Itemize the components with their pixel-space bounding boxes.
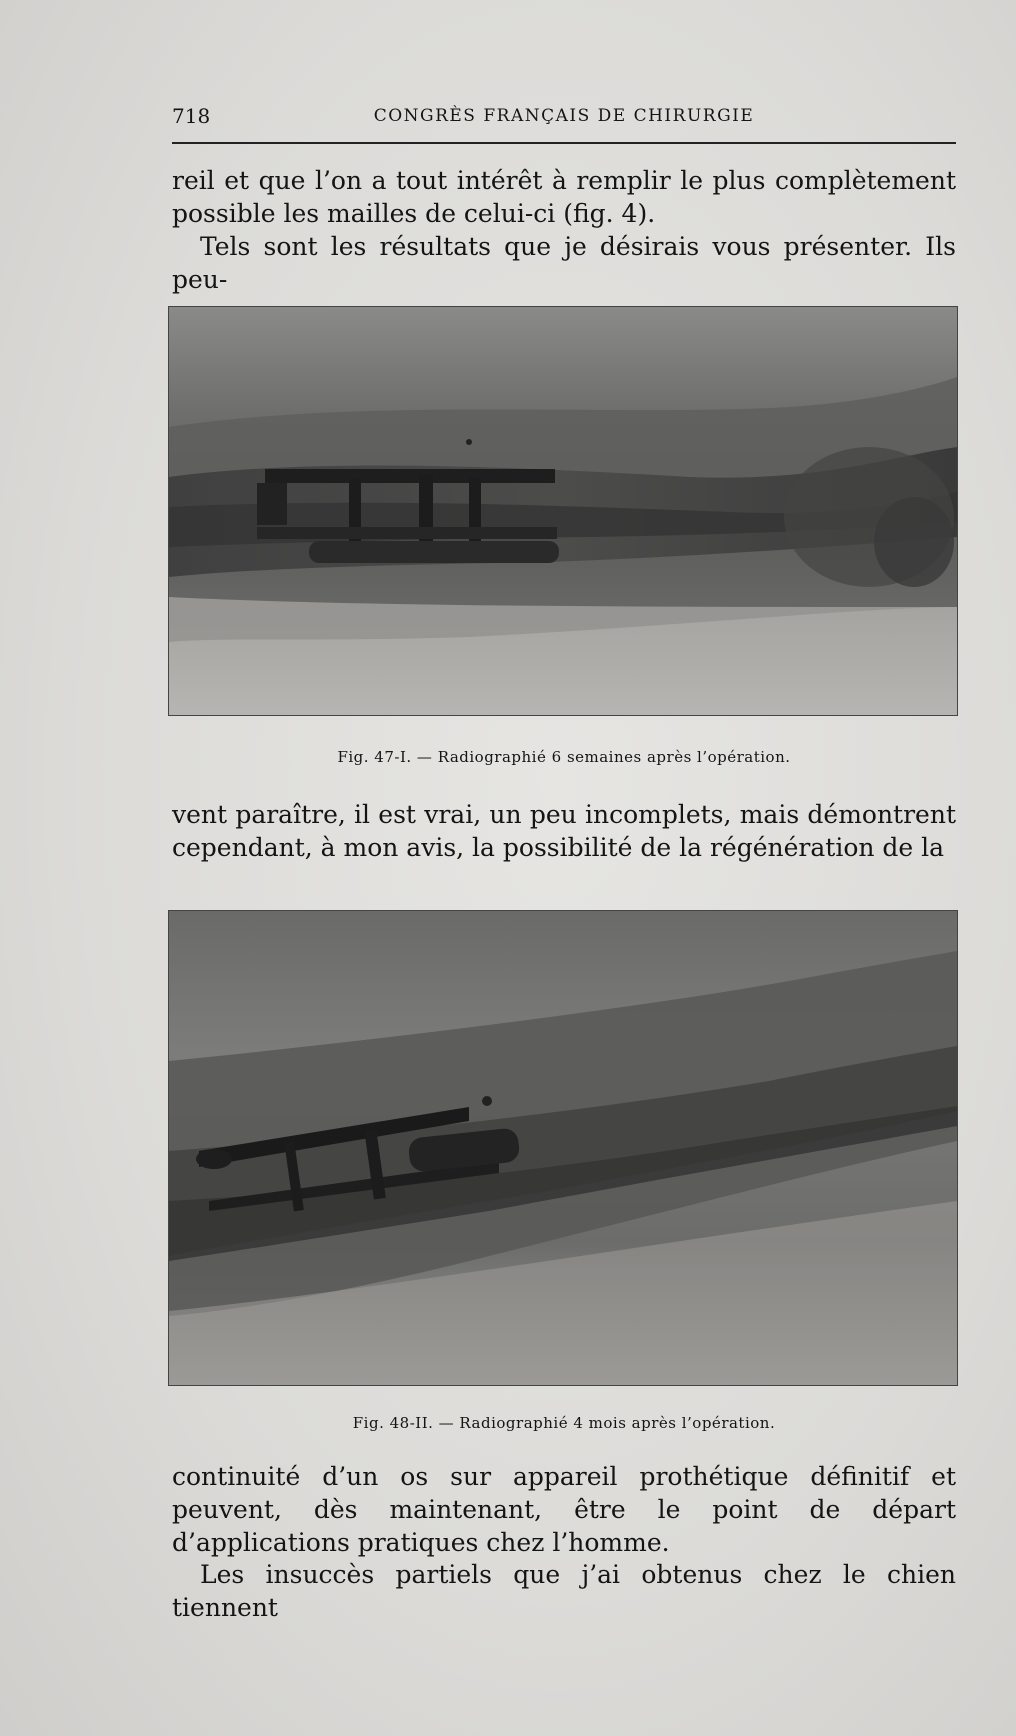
paragraph-5: Les insuccès partiels que j’ai obtenus chez le chien tiennent <box>172 1560 956 1622</box>
paragraph-3: vent paraître, il est vrai, un peu incomplets, mais démontrent cependant, à mon avis, la possibilité de la régénération de la <box>172 800 956 862</box>
page-header <box>172 100 956 134</box>
running-head: CONGRÈS FRANÇAIS DE CHIRURGIE <box>373 106 755 126</box>
paragraph-2: Tels sont les résultats que je désirais vous présenter. Ils peu- <box>172 232 956 294</box>
paragraph-1: reil et que l’on a tout intérêt à remplir le plus complètement possible les mailles de celui-ci (fig. 4). <box>172 166 956 228</box>
figure-48-caption: Fig. 48-II. — Radiographié 4 mois après l’opération. <box>352 1414 776 1432</box>
paragraph-4: continuité d’un os sur appareil prothétique définitif et peuvent, dès maintenant, être le point de départ d’applications pratiques chez l’homme. <box>172 1462 956 1557</box>
radiograph-47-image <box>169 307 957 715</box>
header-rule <box>172 142 956 144</box>
figure-47-caption: Fig. 47-I. — Radiographié 6 semaines après l’opération. <box>337 748 791 766</box>
radiograph-figure-47 <box>168 306 958 716</box>
radiograph-48-image <box>169 911 957 1385</box>
page-number: 718 <box>172 104 211 128</box>
radiograph-figure-48 <box>168 910 958 1386</box>
